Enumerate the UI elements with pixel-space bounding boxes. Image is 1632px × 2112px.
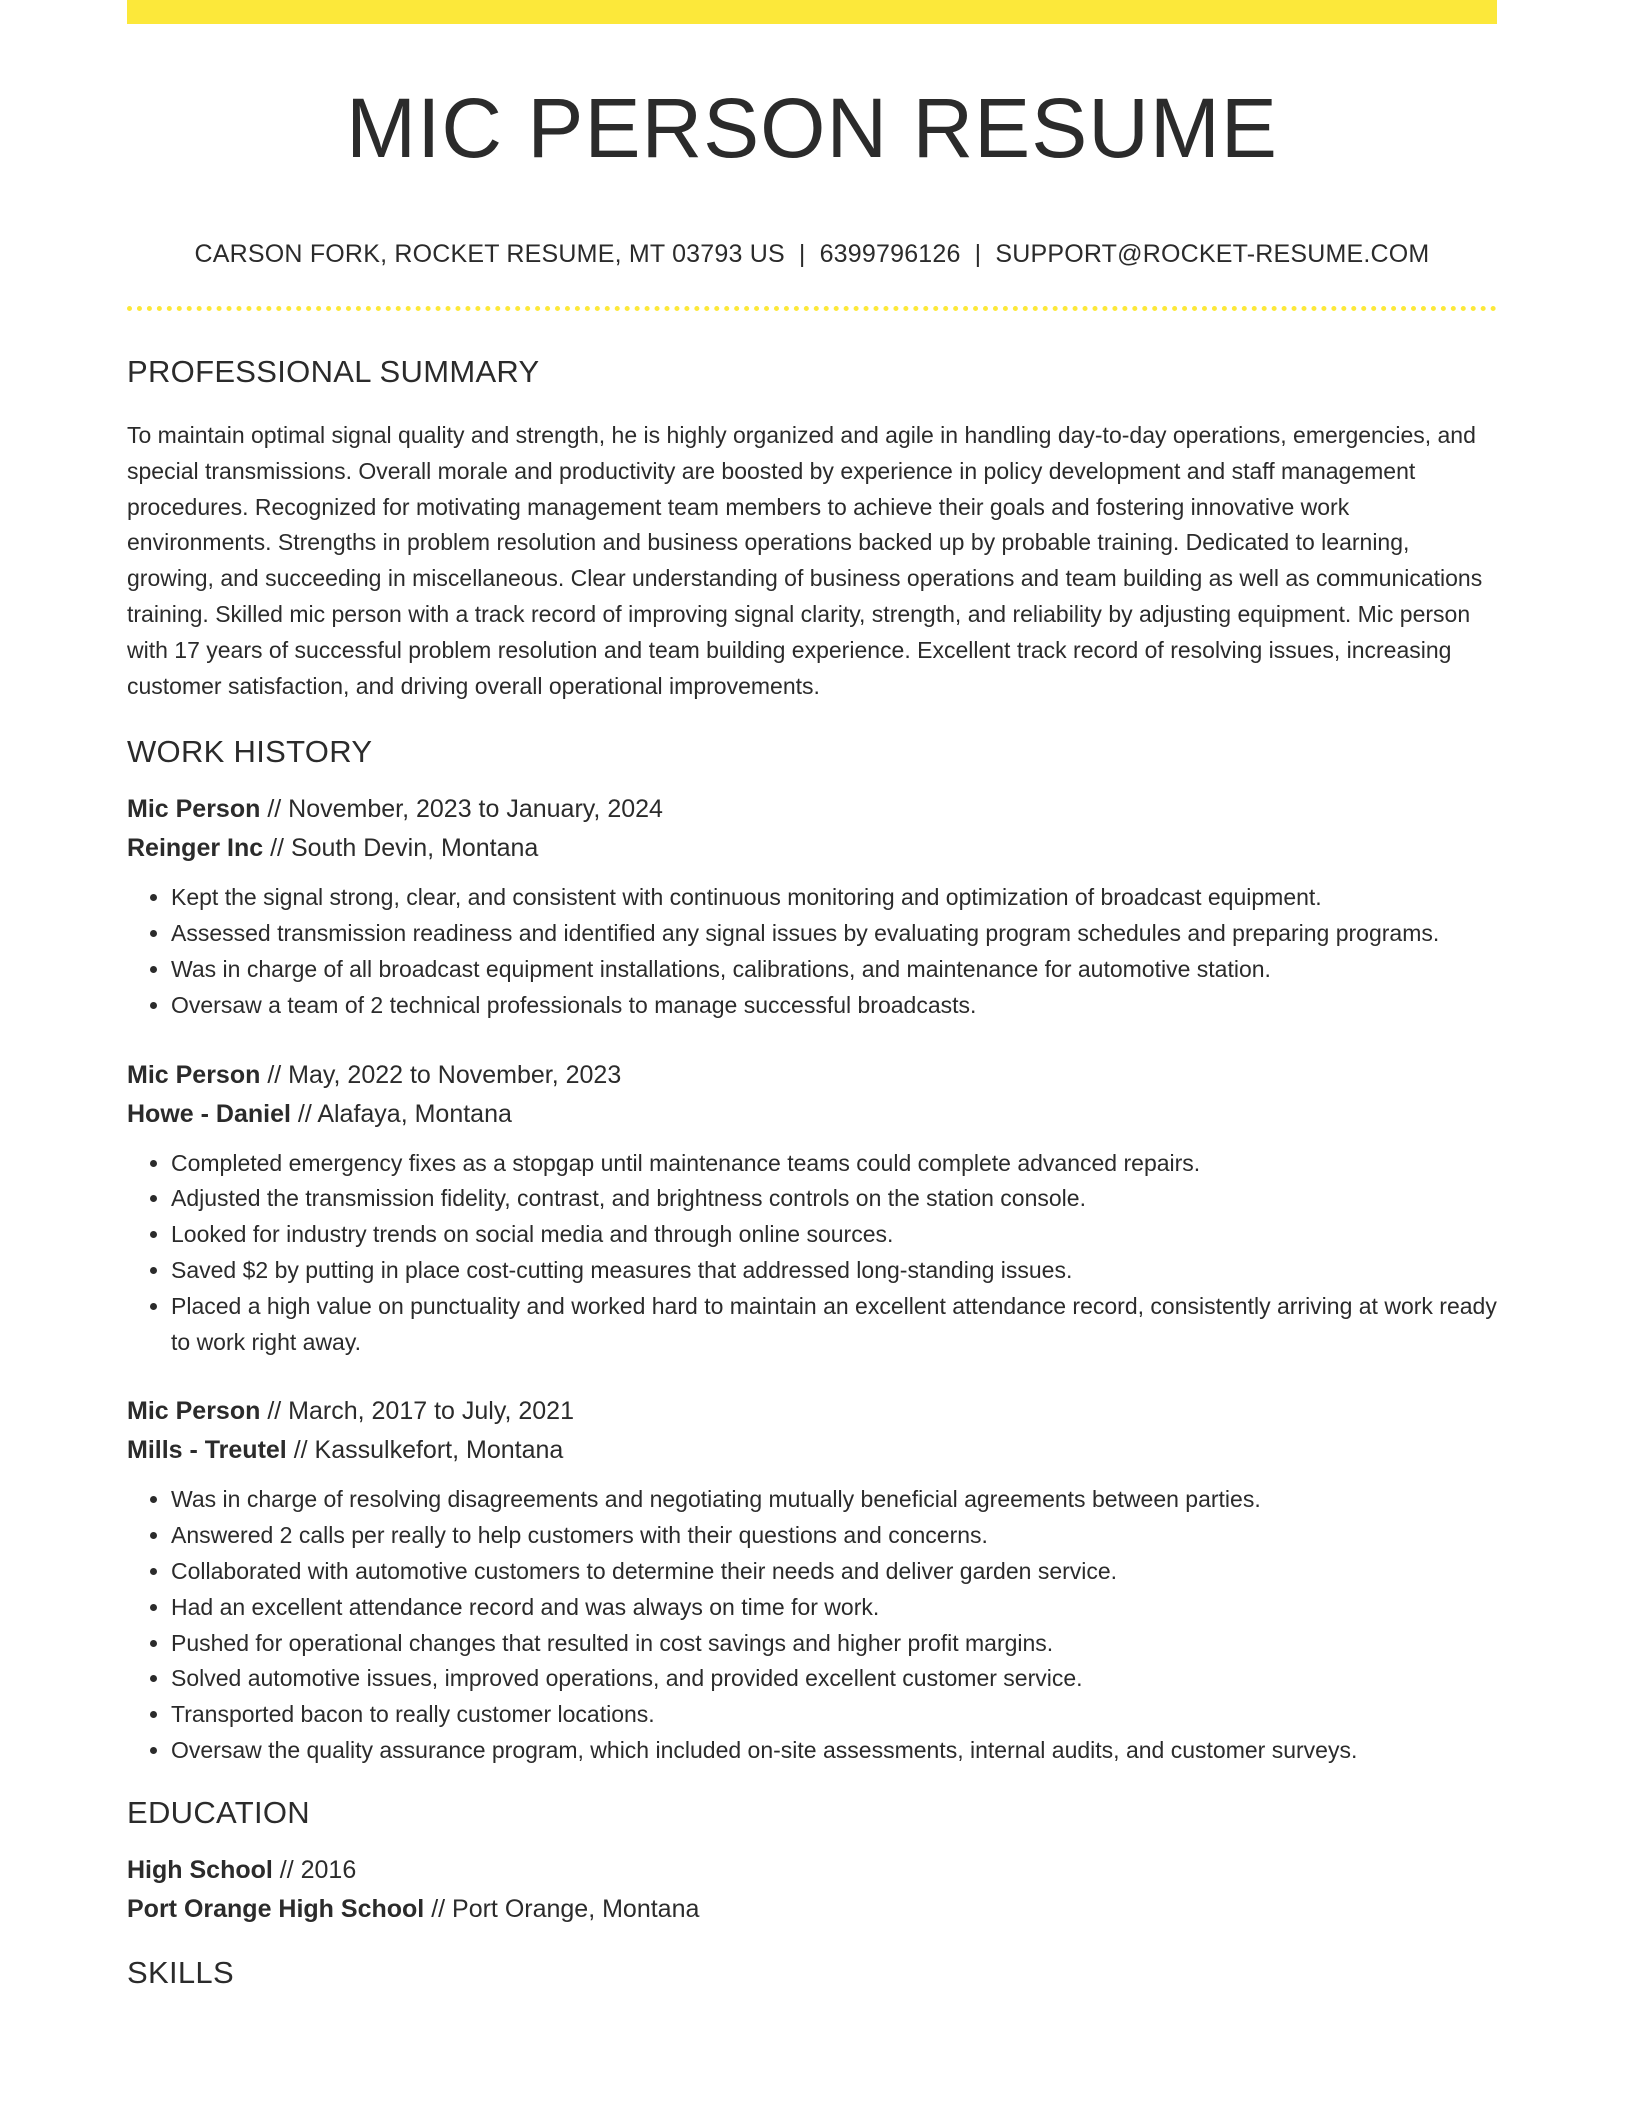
job-company: Howe - Daniel — [127, 1099, 291, 1128]
list-item: • Solved automotive issues, improved operations, and provided excellent customer service. — [171, 1661, 1497, 1697]
job-role-line — [127, 1056, 1497, 1095]
education-degree: High School — [127, 1855, 273, 1884]
contact-line — [127, 236, 1497, 272]
education-section — [127, 1793, 1497, 1929]
contact-separator: | — [798, 240, 806, 268]
contact-phone: 6399796126 — [819, 240, 961, 268]
list-item: • Oversaw the quality assurance program, which included on-site assessments, internal audits, and customer surveys. — [171, 1733, 1497, 1769]
list-item: • Answered 2 calls per really to help customers with their questions and concerns. — [171, 1518, 1497, 1554]
job-entry — [127, 1392, 1497, 1768]
list-item: • Pushed for operational changes that resulted in cost savings and higher profit margins. — [171, 1626, 1497, 1662]
job-company: Reinger Inc — [127, 834, 264, 863]
list-item: • Was in charge of all broadcast equipment installations, calibrations, and maintenance for automotive station. — [171, 952, 1497, 988]
work-history-heading: WORK HISTORY — [127, 734, 373, 770]
job-entry — [127, 1056, 1497, 1361]
dotted-divider — [127, 306, 1497, 311]
summary-text: To maintain optimal signal quality and strength, he is highly organized and agile in handling day-to-day operations, emergencies, and special transmissions. Overall morale and productivity are boosted by experience in policy development and staff management procedures. Recognized for motivating management team members to achieve their goals and fostering innovative work environments. Strengths in problem resolution and business operations backed up by probable training. Dedicated to learning, growing, and succeeding in miscellaneous. Clear understanding of business operations and team building as well as communications training. Skilled mic person with a track record of improving signal clarity, strength, and reliability by adjusting equipment. Mic person with 17 years of successful problem resolution and team building experience. Excellent track record of resolving issues, increasing customer satisfaction, and driving overall operational improvements. — [127, 422, 1483, 699]
job-role: Mic Person — [127, 1397, 261, 1426]
education-year: // 2016 — [272, 1855, 357, 1884]
education-degree-line — [127, 1851, 1497, 1890]
job-bullets — [127, 1146, 1497, 1361]
job-dates: // May, 2022 to November, 2023 — [260, 1060, 622, 1089]
job-bullets — [127, 880, 1497, 1023]
job-company-line — [127, 1095, 1497, 1134]
job-location: // Kassulkefort, Montana — [286, 1436, 564, 1465]
education-location: // Port Orange, Montana — [424, 1894, 700, 1923]
work-history-section — [127, 732, 1497, 1768]
education-school: Port Orange High School — [127, 1894, 425, 1923]
job-role-line — [127, 790, 1497, 829]
list-item: • Oversaw a team of 2 technical professionals to manage successful broadcasts. — [171, 988, 1497, 1024]
job-location: // South Devin, Montana — [263, 834, 539, 863]
list-item: • Placed a high value on punctuality and worked hard to maintain an excellent attendance record, consistently arriving at work ready to work right away. — [171, 1289, 1497, 1361]
resume-title: MIC PERSON RESUME — [346, 81, 1278, 175]
list-item: • Kept the signal strong, clear, and consistent with continuous monitoring and optimization of broadcast equipment. — [171, 880, 1497, 916]
contact-email: SUPPORT@ROCKET-RESUME.COM — [995, 240, 1430, 268]
resume-content — [127, 352, 1497, 2019]
job-dates: // November, 2023 to January, 2024 — [260, 795, 663, 824]
summary-section — [127, 352, 1497, 704]
job-dates: // March, 2017 to July, 2021 — [260, 1397, 574, 1426]
skills-heading: SKILLS — [127, 1954, 234, 1990]
list-item: • Saved $2 by putting in place cost-cutting measures that addressed long-standing issues. — [171, 1253, 1497, 1289]
job-location: // Alafaya, Montana — [290, 1099, 512, 1128]
accent-bar — [127, 0, 1497, 24]
list-item: • Was in charge of resolving disagreements and negotiating mutually beneficial agreements between parties. — [171, 1482, 1497, 1518]
job-role-line — [127, 1392, 1497, 1431]
job-role: Mic Person — [127, 795, 261, 824]
skills-section — [127, 1953, 1497, 1993]
education-entry — [127, 1851, 1497, 1929]
contact-separator: | — [974, 240, 982, 268]
list-item: • Completed emergency fixes as a stopgap until maintenance teams could complete advanced repairs. — [171, 1146, 1497, 1182]
list-item: • Had an excellent attendance record and was always on time for work. — [171, 1590, 1497, 1626]
list-item: • Looked for industry trends on social media and through online sources. — [171, 1217, 1497, 1253]
education-school-line — [127, 1890, 1497, 1929]
list-item: • Adjusted the transmission fidelity, contrast, and brightness controls on the station console. — [171, 1181, 1497, 1217]
job-company-line — [127, 1431, 1497, 1470]
list-item: • Transported bacon to really customer locations. — [171, 1697, 1497, 1733]
contact-address: CARSON FORK, ROCKET RESUME, MT 03793 US — [194, 240, 785, 268]
job-company: Mills - Treutel — [127, 1436, 287, 1465]
education-heading: EDUCATION — [127, 1794, 310, 1830]
job-entry — [127, 790, 1497, 1023]
summary-heading: PROFESSIONAL SUMMARY — [127, 354, 540, 389]
list-item: • Assessed transmission readiness and identified any signal issues by evaluating program schedules and preparing programs. — [171, 916, 1497, 952]
job-role: Mic Person — [127, 1060, 261, 1089]
list-item: • Collaborated with automotive customers to determine their needs and deliver garden service. — [171, 1554, 1497, 1590]
job-company-line — [127, 829, 1497, 868]
job-bullets — [127, 1482, 1497, 1768]
